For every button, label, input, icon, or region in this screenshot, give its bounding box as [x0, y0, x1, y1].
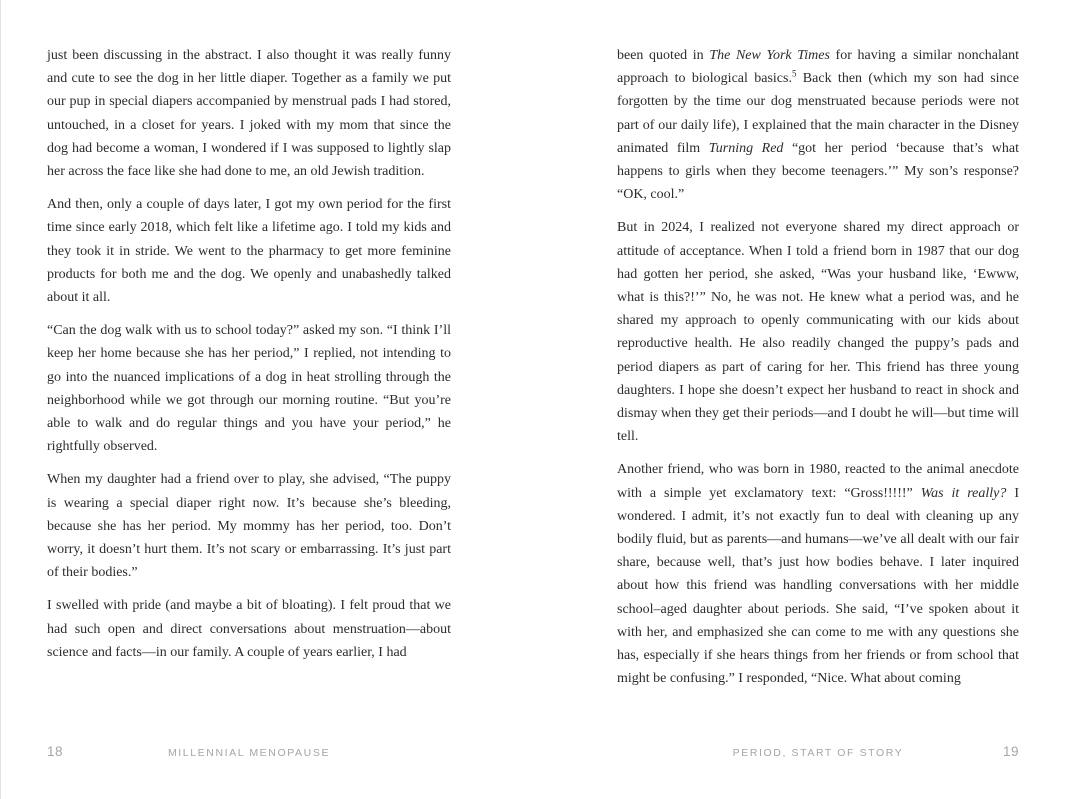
italic-text: The New York Times — [709, 48, 830, 63]
body-text: been quoted in — [617, 48, 710, 63]
body-text: “Can the dog walk with us to school today?” asked my son. “I think I’ll keep her home because she has her period,” I replied, not intending to go into the nuanced implications of a dog in heat strolling through the neighborhood while we got through our morning routine. “But you’re able to walk and do regular things and you have your period,” he rightfully observed. — [47, 323, 451, 455]
right-page-text — [617, 44, 1019, 690]
body-text: Another friend, who was born in 1980, reacted to the animal anecdote with a simple yet exclamatory text: “Gross!!!!!” — [617, 462, 1019, 501]
paragraph — [47, 319, 451, 458]
paragraph — [617, 458, 1019, 690]
body-text: And then, only a couple of days later, I got my own period for the first time since early 2018, which felt like a lifetime ago. I told my kids and they took it in stride. We went to the pharmacy to get more feminine products for both me and the dog. We openly and unabashedly talked about it all. — [47, 197, 451, 306]
right-page-number: 19 — [1002, 744, 1019, 759]
paragraph — [47, 468, 451, 584]
italic-text: Was it really? — [920, 485, 1007, 501]
body-text: just been discussing in the abstract. I also thought it was really funny and cute to see the dog in her little diaper. Together as a family we put our pup in special diapers accompanied by menstrual pads I had stored, untouched, in a closet for years. I joked with my mom that since the dog had become a woman, I wondered if I was supposed to lightly slap her across the face like she had done to me, an old Jewish tradition. — [47, 48, 451, 180]
right-page-footer — [617, 744, 1019, 762]
body-text: But in 2024, I realized not everyone shared my direct approach or attitude of acceptance. When I told a friend born in 1987 that our dog had gotten her period, she asked, “Was your husband like, ‘Ewww, what is this?!’” No, he was not. He knew what a period was, and he shared my approach to openly communicating with our kids about reproductive health. He also readily changed the puppy’s pads and period diapers as part of caring for her. This friend has three young daughters. I hope she doesn’t expect her husband to react in shock and dismay when they get their periods—and I doubt he will—but time will tell. — [617, 220, 1019, 445]
italic-text: Turning Red — [708, 140, 784, 156]
footnote-marker: 5 — [791, 68, 797, 79]
body-text: I wondered. I admit, it’s not exactly fun to deal with cleaning up any bodily fluid, but as parents—and humans—we’ve all dealt with our fair share, because well, that’s just how bodies behave. I later inquired about how this friend was handling conversations with her middle school–aged daughter about periods. She said, “I’ve spoken about it with her, and emphasized she can come to me with any questions she has, especially if she hears things from her friends or from school that might be confusing.” I responded, “Nice. What about coming — [617, 485, 1019, 687]
body-text: Back then (which my son had since forgotten by the time our dog menstruated because periods were not part of our daily life), I explained that the main character in the Disney animated film — [617, 71, 1019, 156]
left-running-head: MILLENNIAL MENOPAUSE — [167, 747, 331, 759]
paragraph — [47, 193, 451, 309]
body-text: for having a similar nonchalant approach to biological basics. — [617, 48, 1019, 87]
body-text: I swelled with pride (and maybe a bit of bloating). I felt proud that we had such open and direct conversations about menstruation—about science and facts—in our family. A couple of years earlier, I had — [47, 598, 451, 660]
paragraph — [617, 216, 1019, 448]
paragraph — [617, 44, 1019, 206]
paragraph — [47, 44, 451, 183]
right-running-head: PERIOD, START OF STORY — [732, 747, 904, 759]
left-page-number: 18 — [47, 744, 64, 759]
body-text: “got her period ‘because that’s what happens to girls when they become teenagers.’” My son’s response? “OK, cool.” — [617, 140, 1019, 203]
left-page-footer — [47, 744, 451, 762]
body-text: When my daughter had a friend over to play, she advised, “The puppy is wearing a special diaper right now. It’s because she’s bleeding, because she has her period. My mommy has her period, too. Don’t worry, it doesn’t hurt them. It’s not scary or embarrassing. It’s just part of their bodies.” — [47, 472, 451, 581]
left-page-text — [47, 44, 451, 664]
paragraph — [47, 594, 451, 664]
